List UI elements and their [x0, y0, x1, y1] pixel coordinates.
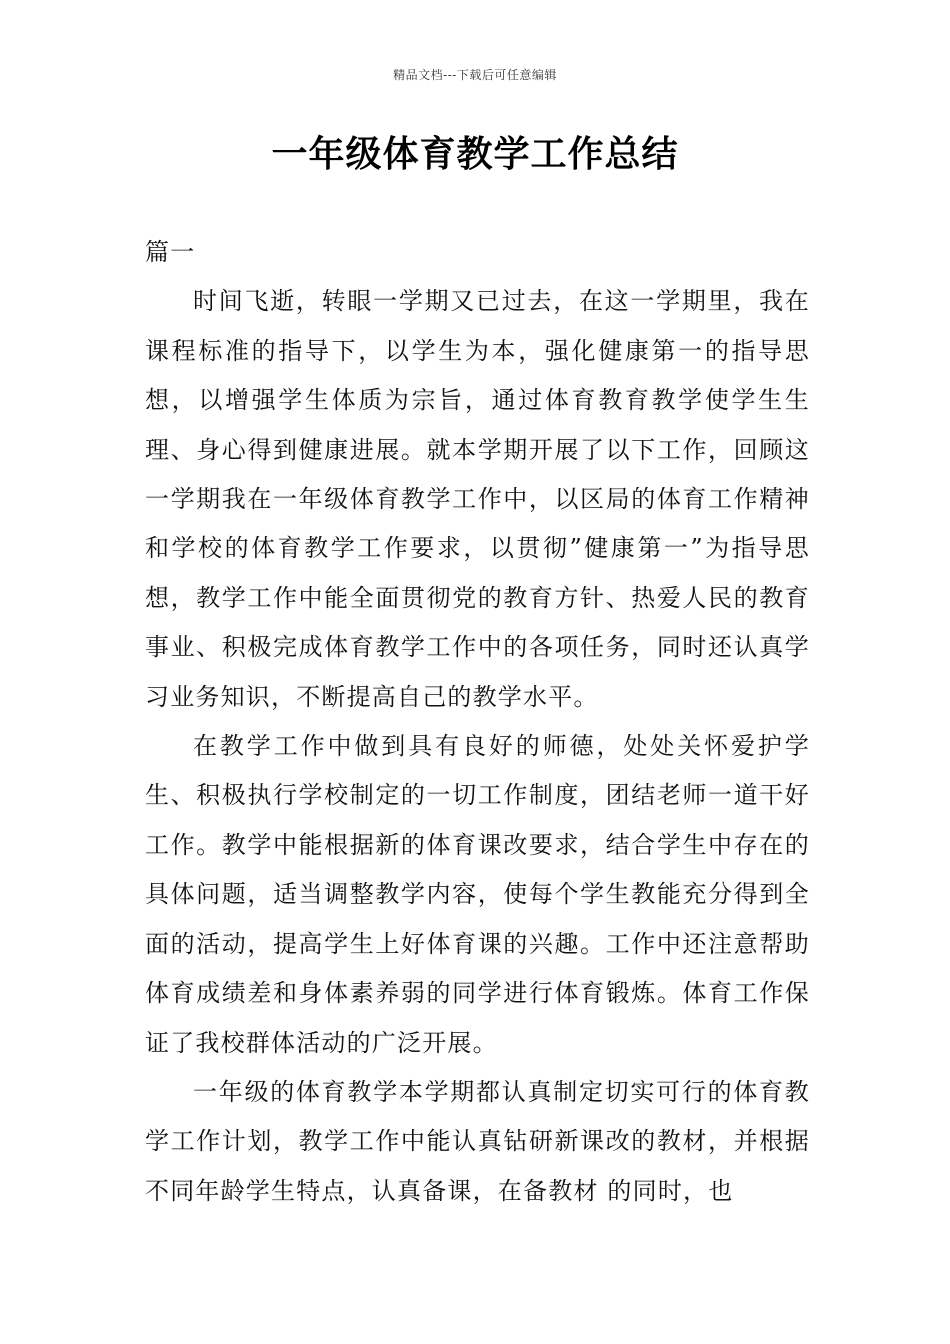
document-title: 一年级体育教学工作总结: [271, 134, 679, 175]
section-label: 篇一: [145, 238, 196, 266]
document-body: [145, 228, 810, 1216]
paragraph-3: 一年级的体育教学本学期都认真制定切实可行的体育教学工作计划，教学工作中能认真钻研新课改的教材，并根据不同年龄学生特点，认真备课，在备教材 的同时，也: [145, 1077, 810, 1205]
header-note: 精品文档---下载后可任意编辑: [393, 68, 557, 82]
paragraph-1: 时间飞逝，转眼一学期又已过去，在这一学期里，我在课程标准的指导下，以学生为本，强化健康第一的指导思想，以增强学生体质为宗旨，通过体育教育教学使学生生理、身心得到健康进展。就本学期开展了以下工作，回顾这一学期我在一年级体育教学工作中，以区局的体育工作精神和学校的体育教学工作要求，以贯彻”健康第一”为指导思想，教学工作中能全面贯彻党的教育方针、热爱人民的教育事业、积极完成体育教学工作中的各项任务，同时还认真学习业务知识，不断提高自己的教学水平。: [145, 287, 810, 711]
paragraph-2: 在教学工作中做到具有良好的师德，处处关怀爱护学生、积极执行学校制定的一切工作制度，团结老师一道干好工作。教学中能根据新的体育课改要求，结合学生中存在的具体问题，适当调整教学内容，使每个学生教能充分得到全面的活动，提高学生上好体育课的兴趣。工作中还注意帮助体育成绩差和身体素养弱的同学进行体育锻炼。体育工作保证了我校群体活动的广泛开展。: [145, 732, 810, 1057]
